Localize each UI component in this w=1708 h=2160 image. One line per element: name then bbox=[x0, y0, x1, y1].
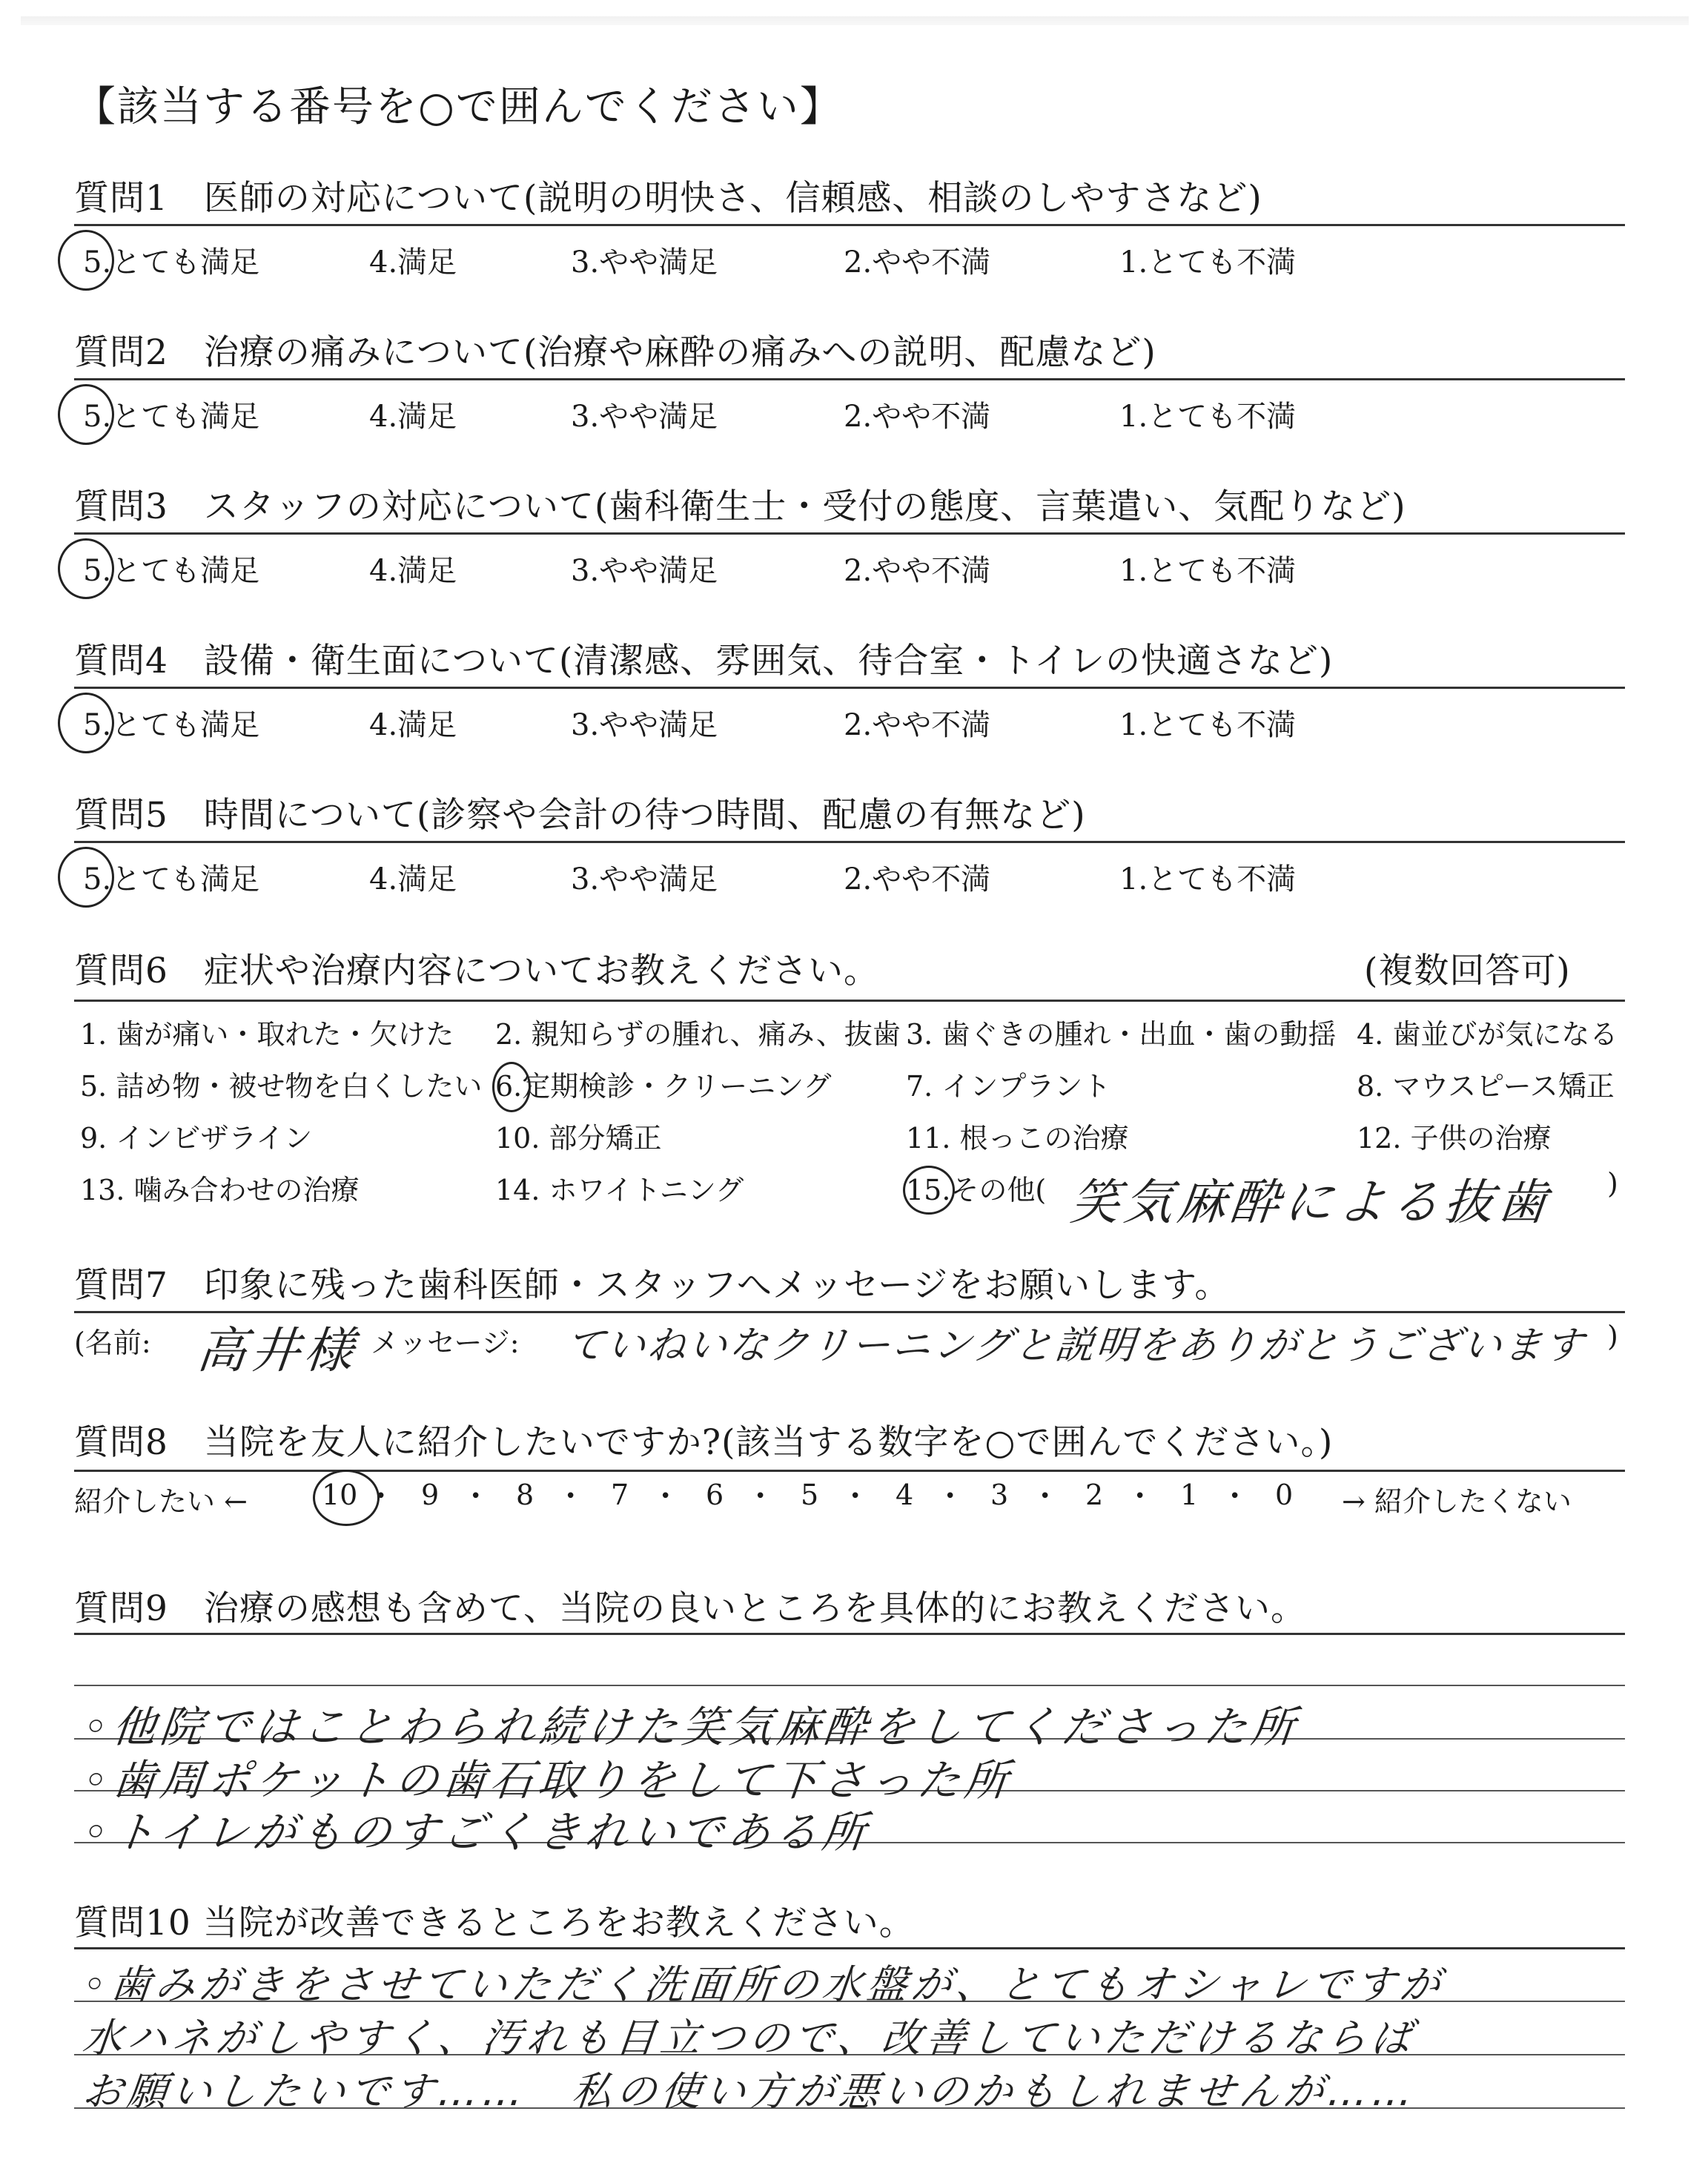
q6-option-3[interactable]: 3. 歯ぐきの腫れ・出血・歯の動揺 bbox=[906, 1018, 1337, 1051]
q7-close-paren: ) bbox=[1607, 1320, 1618, 1353]
q8-scale-3[interactable]: 3 bbox=[990, 1479, 1009, 1511]
q9-answer-1: ◦他院ではことわられ続けた笑気麻酔をしてくださった所 bbox=[80, 1702, 1302, 1752]
q8-scale-separator: • bbox=[375, 1485, 387, 1507]
q4-option-1[interactable]: 1.とても不満 bbox=[1119, 708, 1297, 742]
q5-selected-circle bbox=[58, 847, 114, 908]
q4-option-5[interactable]: 5.とても満足 bbox=[83, 708, 260, 742]
q4-selected-circle bbox=[58, 693, 114, 753]
q6-option-15-circle bbox=[903, 1166, 955, 1215]
q2-option-2[interactable]: 2.やや不満 bbox=[844, 400, 991, 434]
q8-scale-7[interactable]: 7 bbox=[611, 1479, 629, 1511]
q1-title: 質問1 医師の対応について(説明の明快さ、信頼感、相談のしやすさなど) bbox=[74, 178, 1262, 219]
q8-scale-separator: • bbox=[1134, 1485, 1146, 1507]
q8-scale-0[interactable]: 0 bbox=[1275, 1479, 1294, 1511]
q7-name-value: 高井様 bbox=[194, 1322, 361, 1379]
q2-option-1[interactable]: 1.とても不満 bbox=[1119, 400, 1297, 434]
q8-scale-8[interactable]: 8 bbox=[516, 1479, 534, 1511]
q3-title: 質問3 スタッフの対応について(歯科衛生士・受付の態度、言葉遣い、気配りなど) bbox=[74, 486, 1406, 527]
q6-other-answer: 笑気麻酔による抜歯 bbox=[1068, 1174, 1555, 1231]
q6-option-10[interactable]: 10. 部分矯正 bbox=[495, 1122, 662, 1155]
q8-scale-separator: • bbox=[1039, 1485, 1051, 1507]
q1-selected-circle bbox=[58, 230, 114, 291]
q7-name-label: (名前: bbox=[74, 1327, 151, 1359]
q1-option-1[interactable]: 1.とても不満 bbox=[1119, 245, 1297, 280]
q9-answer-2: ◦歯周ポケットの歯石取りをして下さった所 bbox=[80, 1755, 1015, 1806]
q10-rule bbox=[74, 1947, 1625, 1949]
q8-scale-separator: • bbox=[944, 1485, 956, 1507]
q2-option-5[interactable]: 5.とても満足 bbox=[83, 400, 260, 434]
page-heading: 【該当する番号を○で囲んでください】 bbox=[74, 83, 843, 131]
q1-option-5[interactable]: 5.とても満足 bbox=[83, 245, 260, 280]
q10-answer-3: お願いしたいです…… 私の使い方が悪いのかもしれませんが…… bbox=[80, 2068, 1420, 2115]
q10-answer-1: ◦歯みがきをさせていただく洗面所の水盤が、とてもオシャレですが bbox=[80, 1961, 1447, 2008]
q4-option-2[interactable]: 2.やや不満 bbox=[844, 708, 991, 742]
q2-title: 質問2 治療の痛みについて(治療や麻酔の痛みへの説明、配慮など) bbox=[74, 332, 1156, 373]
q6-option-15[interactable]: 15.その他( bbox=[906, 1174, 1047, 1206]
q1-option-4[interactable]: 4.満足 bbox=[369, 245, 457, 280]
q3-selected-circle bbox=[58, 538, 114, 599]
q6-option-7[interactable]: 7. インプラント bbox=[906, 1070, 1111, 1103]
q3-option-3[interactable]: 3.やや満足 bbox=[571, 554, 718, 588]
q7-message-label: メッセージ: bbox=[371, 1327, 520, 1359]
q1-rule bbox=[74, 224, 1625, 226]
q8-scale-5[interactable]: 5 bbox=[801, 1479, 819, 1511]
q5-title: 質問5 時間について(診察や会計の待つ時間、配慮の有無など) bbox=[74, 795, 1086, 836]
q1-option-3[interactable]: 3.やや満足 bbox=[571, 245, 718, 280]
q8-scale-separator: • bbox=[850, 1485, 861, 1507]
q10-title: 質問10 当院が改善できるところをお教えください。 bbox=[74, 1903, 915, 1943]
q6-option-14[interactable]: 14. ホワイトニング bbox=[495, 1174, 744, 1206]
q5-option-2[interactable]: 2.やや不満 bbox=[844, 862, 991, 896]
q6-option-2[interactable]: 2. 親知らずの腫れ、痛み、抜歯 bbox=[495, 1018, 901, 1051]
q5-option-4[interactable]: 4.満足 bbox=[369, 862, 457, 896]
q6-rule bbox=[74, 1000, 1625, 1002]
q5-option-5[interactable]: 5.とても満足 bbox=[83, 862, 260, 896]
q6-option-13[interactable]: 13. 噛み合わせの治療 bbox=[80, 1174, 360, 1206]
q8-title: 質問8 当院を友人に紹介したいですか?(該当する数字を○で囲んでください。) bbox=[74, 1422, 1334, 1463]
q7-title: 質問7 印象に残った歯科医師・スタッフへメッセージをお願いします。 bbox=[74, 1265, 1231, 1306]
q5-rule bbox=[74, 841, 1625, 843]
q6-option-6[interactable]: 6.定期検診・クリーニング bbox=[495, 1070, 832, 1103]
q8-scale-6[interactable]: 6 bbox=[706, 1479, 724, 1511]
q3-option-2[interactable]: 2.やや不満 bbox=[844, 554, 991, 588]
q8-scale-separator: • bbox=[1229, 1485, 1241, 1507]
q4-rule bbox=[74, 687, 1625, 689]
q6-option-9[interactable]: 9. インビザライン bbox=[80, 1122, 313, 1155]
q3-option-5[interactable]: 5.とても満足 bbox=[83, 554, 260, 588]
q2-option-3[interactable]: 3.やや満足 bbox=[571, 400, 718, 434]
q8-scale-4[interactable]: 4 bbox=[896, 1479, 914, 1511]
q5-option-1[interactable]: 1.とても不満 bbox=[1119, 862, 1297, 896]
q6-option-5[interactable]: 5. 詰め物・被せ物を白くしたい bbox=[80, 1070, 483, 1103]
q4-option-3[interactable]: 3.やや満足 bbox=[571, 708, 718, 742]
q4-option-4[interactable]: 4.満足 bbox=[369, 708, 457, 742]
q1-option-2[interactable]: 2.やや不満 bbox=[844, 245, 991, 280]
q8-scale-separator: • bbox=[755, 1485, 767, 1507]
q8-right-label: → 紹介したくない bbox=[1342, 1485, 1572, 1518]
q3-rule bbox=[74, 532, 1625, 535]
q2-option-4[interactable]: 4.満足 bbox=[369, 400, 457, 434]
q8-scale-separator: • bbox=[660, 1485, 672, 1507]
q8-rule bbox=[74, 1470, 1625, 1472]
q9-line-1 bbox=[74, 1685, 1625, 1686]
q6-option-6-circle bbox=[492, 1062, 531, 1112]
q8-scale-10[interactable]: 10 bbox=[322, 1479, 358, 1511]
q8-left-label: 紹介したい ← bbox=[74, 1485, 248, 1518]
q8-selected-circle bbox=[313, 1470, 380, 1526]
q3-option-4[interactable]: 4.満足 bbox=[369, 554, 457, 588]
q9-answer-3: ◦トイレがものすごくきれいである所 bbox=[80, 1807, 873, 1857]
q8-scale-9[interactable]: 9 bbox=[421, 1479, 440, 1511]
q7-message-value: ていねいなクリーニングと説明をありがとうございます bbox=[563, 1324, 1588, 1368]
q6-title: 質問6 症状や治療内容についてお教えください。 bbox=[74, 951, 879, 991]
q6-option-12[interactable]: 12. 子供の治療 bbox=[1357, 1122, 1552, 1155]
q9-rule bbox=[74, 1633, 1625, 1635]
q6-option-8[interactable]: 8. マウスピース矯正 bbox=[1357, 1070, 1615, 1103]
q6-note: (複数回答可) bbox=[1364, 951, 1571, 991]
q10-answer-2: 水ハネがしやすく、汚れも目立つので、改善していただけるならば bbox=[80, 2015, 1418, 2061]
q6-option-4[interactable]: 4. 歯並びが気になる bbox=[1357, 1018, 1618, 1051]
q6-option-1[interactable]: 1. 歯が痛い・取れた・欠けた bbox=[80, 1018, 454, 1051]
q2-selected-circle bbox=[58, 384, 114, 445]
q8-scale-separator: • bbox=[470, 1485, 482, 1507]
q6-other-close-paren: ) bbox=[1607, 1167, 1618, 1200]
q3-option-1[interactable]: 1.とても不満 bbox=[1119, 554, 1297, 588]
q5-option-3[interactable]: 3.やや満足 bbox=[571, 862, 718, 896]
q8-scale-separator: • bbox=[565, 1485, 577, 1507]
q2-rule bbox=[74, 378, 1625, 380]
q4-title: 質問4 設備・衛生面について(清潔感、雰囲気、待合室・トイレの快適さなど) bbox=[74, 641, 1334, 681]
q8-scale-2[interactable]: 2 bbox=[1085, 1479, 1104, 1511]
q6-option-11[interactable]: 11. 根っこの治療 bbox=[906, 1122, 1129, 1155]
q8-scale-1[interactable]: 1 bbox=[1180, 1479, 1199, 1511]
scan-edge bbox=[21, 16, 1689, 25]
q9-title: 質問9 治療の感想も含めて、当院の良いところを具体的にお教えください。 bbox=[74, 1588, 1306, 1629]
